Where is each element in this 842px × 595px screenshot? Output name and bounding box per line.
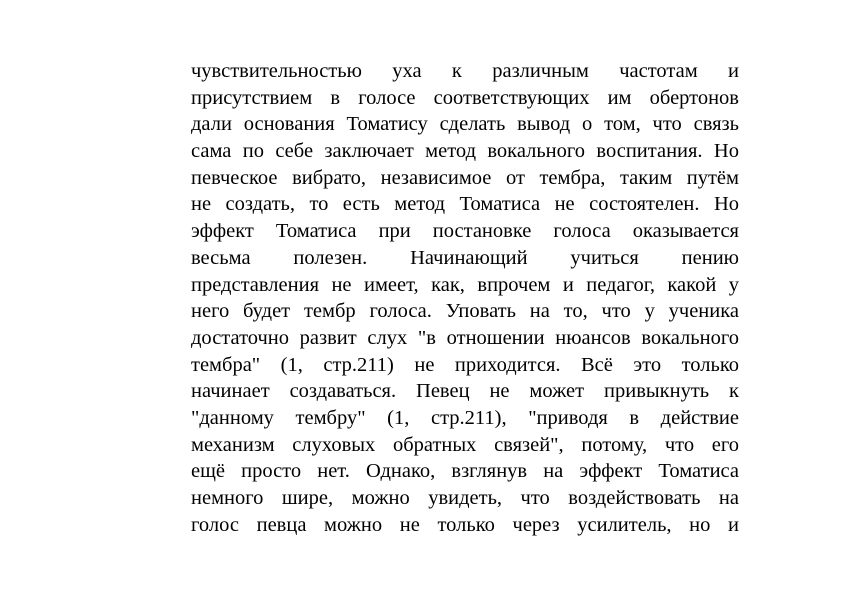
text-line: ещё просто нет. Однако, взглянув на эффект Томатиса	[191, 460, 739, 483]
text-line: достаточно развит слух "в отношении нюансов вокального	[191, 326, 739, 349]
text-line: певческое вибрато, независимое от тембра, таким путём	[191, 166, 739, 189]
text-line: весьма полезен. Начинающий учиться пению	[191, 246, 739, 269]
text-line: немного шире, можно увидеть, что воздействовать на	[191, 487, 739, 509]
text-line: представления не имеет, как, впрочем и педагог, какой у	[191, 273, 739, 296]
text-line: присутствием в голосе соответствующих им обертонов	[191, 86, 739, 109]
text-line: чувствительностью уха к различным частотам и	[191, 60, 739, 82]
text-line: дали основания Томатису сделать вывод о том, что связь	[191, 113, 739, 136]
text-line: начинает создаваться. Певец не может привыкнуть к	[191, 380, 739, 403]
text-line: механизм слуховых обратных связей", потому, что его	[191, 433, 739, 456]
text-line: него будет тембр голоса. Уповать на то, что у ученика	[191, 300, 739, 323]
text-line: сама по себе заключает метод вокального воспитания. Но	[191, 140, 739, 163]
text-line: голос певца можно не только через усилитель, но и	[191, 513, 739, 536]
body-text	[191, 58, 739, 538]
text-line: эффект Томатиса при постановке голоса оказывается	[191, 220, 739, 243]
text-line: "данному тембру" (1, стр.211), "приводя в действие	[191, 406, 739, 429]
text-line: не создать, то есть метод Томатиса не состоятелен. Но	[191, 193, 739, 216]
text-line: тембра" (1, стр.211) не приходится. Всё это только	[191, 353, 739, 376]
